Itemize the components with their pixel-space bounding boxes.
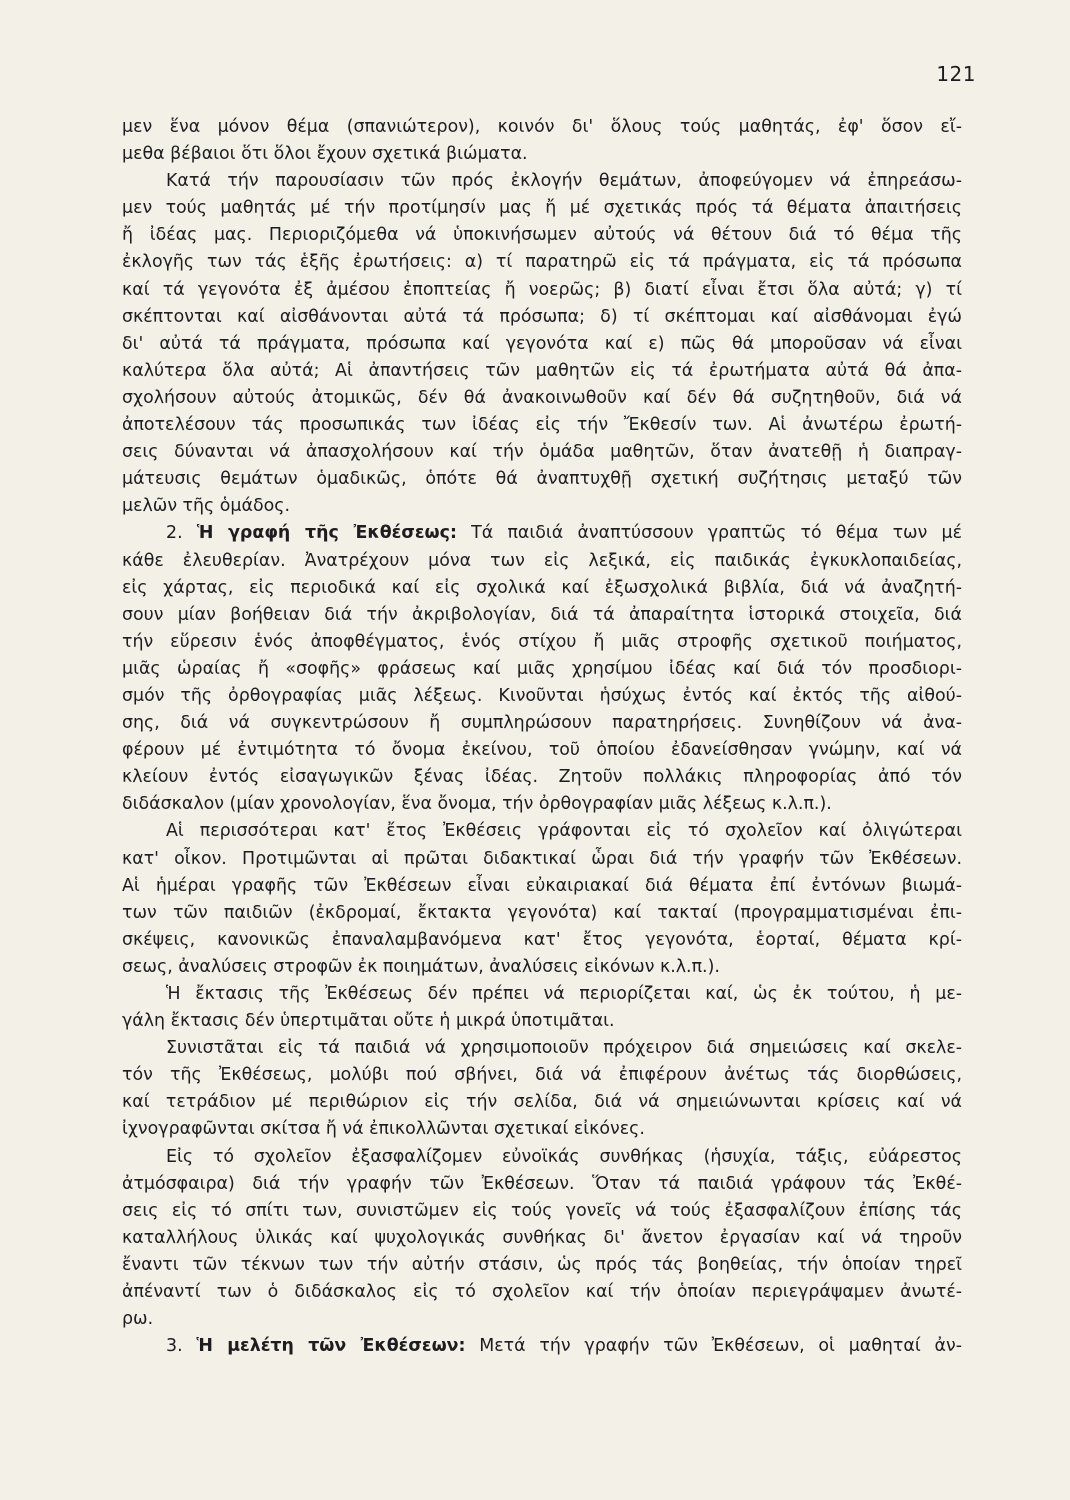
- text-line: [122, 791, 962, 818]
- paragraph: [122, 1144, 962, 1334]
- text-line: [122, 602, 962, 629]
- text-line: [122, 331, 962, 358]
- line-text: διδάσκαλον (μίαν χρονολογίαν, ἕνα ὄνομα, τήν ὀρθογραφίαν μιᾶς λέξεως κ.λ.π.).: [122, 794, 832, 815]
- line-text: σεως, ἀναλύσεις στροφῶν ἐκ ποιημάτων, ἀναλύσεις εἰκόνων κ.λ.π.).: [122, 956, 720, 977]
- paragraph: [122, 818, 962, 981]
- text-line: [122, 927, 962, 954]
- section-heading: Ἡ μελέτη τῶν Ἐκθέσεων:: [196, 1336, 466, 1357]
- text-line: [122, 439, 962, 466]
- text-line: [122, 493, 962, 520]
- line-text: σουν μίαν βοήθειαν διά τήν ἀκριβολογίαν, διά τά ἀπαραίτητα ἱστορικά στοιχεῖα, διά: [122, 604, 962, 625]
- paragraph: [122, 1333, 962, 1360]
- section-number: 2.: [166, 523, 197, 544]
- text-line: [122, 1171, 962, 1198]
- text-line: [122, 1035, 962, 1062]
- text-line: [122, 954, 962, 981]
- line-text: καταλλήλους ὑλικάς καί ψυχολογικάς συνθήκας δι' ἄνετον ἐργασίαν καί νά τηροῦν: [122, 1227, 962, 1248]
- text-line: [122, 1116, 962, 1143]
- line-text: τήν εὕρεσιν ἑνός ἀποφθέγματος, ἑνός στίχου ἤ μιᾶς στροφῆς σχετικοῦ ποιήματος,: [122, 631, 962, 652]
- text-line: [122, 1252, 962, 1279]
- line-text: σκέψεις, κανονικῶς ἐπαναλαμβανόμενα κατ' ἔτος γεγονότα, ἑορταί, θέματα κρί-: [122, 929, 962, 950]
- line-text: ἤ ἰδέας μας. Περιοριζόμεθα νά ὑποκινήσωμεν αὐτούς νά θέτουν διά τό θέμα τῆς: [122, 225, 962, 246]
- text-line: [122, 1225, 962, 1252]
- text-line: [122, 846, 962, 873]
- line-text: μελῶν τῆς ὁμάδος.: [122, 496, 290, 517]
- document-body: [122, 114, 962, 1360]
- line-text: φέρουν μέ ἐντιμότητα τό ὄνομα ἐκείνου, τοῦ ὁποίου ἐδανείσθησαν γνώμην, καί νά: [122, 740, 962, 761]
- line-text: κλείουν ἐντός εἰσαγωγικῶν ξένας ἰδέας. Ζητοῦν πολλάκις πληροφορίας ἀπό τόν: [122, 767, 962, 788]
- text-line: [122, 629, 962, 656]
- text-line: [122, 656, 962, 683]
- text-line: [122, 1306, 962, 1333]
- line-text: Αἱ περισσότεραι κατ' ἔτος Ἐκθέσεις γράφονται εἰς τό σχολεῖον καί ὀλιγώτεραι: [166, 821, 962, 842]
- text-line: [122, 141, 962, 168]
- line-text: ἀπέναντί των ὁ διδάσκαλος εἰς τό σχολεῖον καί τήν ὁποίαν περιεγράψαμεν ἀνωτέ-: [122, 1282, 962, 1303]
- text-line: [122, 520, 962, 547]
- text-line: [122, 873, 962, 900]
- text-line: [122, 1089, 962, 1116]
- line-text: ἀποτελέσουν τάς προσωπικάς των ἰδέας εἰς τήν Ἔκθεσίν των. Αἱ ἀνωτέρω ἐρωτή-: [122, 415, 962, 436]
- text-line: [122, 277, 962, 304]
- text-line: [122, 981, 962, 1008]
- text-line: [122, 412, 962, 439]
- line-text: Εἰς τό σχολεῖον ἐξασφαλίζομεν εὐνοϊκάς συνθήκας (ἡσυχία, τάξις, εὐάρεστος: [166, 1146, 962, 1167]
- text-line: [122, 1144, 962, 1171]
- text-line: [122, 764, 962, 791]
- text-line: [122, 710, 962, 737]
- line-text: σχολήσουν αὐτούς ἀτομικῶς, δέν θά ἀνακοινωθοῦν καί δέν θά συζητηθοῦν, διά νά: [122, 387, 962, 408]
- paragraph: [122, 981, 962, 1035]
- text-line: [122, 195, 962, 222]
- text-line: [122, 575, 962, 602]
- line-text: κατ' οἶκον. Προτιμῶνται αἱ πρῶται διδακτικαί ὧραι διά τήν γραφήν τῶν Ἐκθέσεων.: [122, 848, 962, 869]
- line-text: Τά παιδιά ἀναπτύσσουν γραπτῶς τό θέμα των μέ: [456, 523, 962, 544]
- line-text: μεν ἕνα μόνον θέμα (σπανιώτερον), κοινόν δι' ὅλους τούς μαθητάς, ἐφ' ὅσον εἴ-: [122, 117, 962, 137]
- line-text: μεθα βέβαιοι ὅτι ὅλοι ἔχουν σχετικά βιώματα.: [122, 144, 528, 165]
- line-text: ἀτμόσφαιρα) διά τήν γραφήν τῶν Ἐκθέσεων. Ὅταν τά παιδιά γράφουν τάς Ἐκθέ-: [122, 1173, 962, 1194]
- text-line: [122, 1198, 962, 1225]
- text-line: [122, 385, 962, 412]
- line-text: σμόν τῆς ὀρθογραφίας μιᾶς λέξεως. Κινοῦνται ἡσύχως ἐντός καί ἐκτός τῆς αἰθού-: [122, 685, 962, 706]
- line-text: σης, διά νά συγκεντρώσουν ἤ συμπληρώσουν παρατηρήσεις. Συνηθίζουν νά ἀνα-: [122, 713, 962, 734]
- line-text: μάτευσις θεμάτων ὁμαδικῶς, ὁπότε θά ἀναπτυχθῇ σχετική συζήτησις μεταξύ τῶν: [122, 469, 962, 490]
- text-line: [122, 168, 962, 195]
- line-text: Συνιστᾶται εἰς τά παιδιά νά χρησιμοποιοῦν πρόχειρον διά σημειώσεις καί σκελε-: [166, 1038, 962, 1059]
- line-text: σεις δύνανται νά ἀπασχολήσουν καί τήν ὁμάδα μαθητῶν, ὅταν ἀνατεθῇ ἡ διαπραγ-: [122, 442, 962, 463]
- line-text: μιᾶς ὡραίας ἤ «σοφῆς» φράσεως καί μιᾶς χρησίμου ἰδέας καί διά τόν προσδιορι-: [122, 658, 962, 679]
- text-line: [122, 1008, 962, 1035]
- line-text: καί τά γεγονότα ἐξ ἀμέσου ἐποπτείας ἤ νοερῶς; β) διατί εἶναι ἔτσι ὅλα αὐτά; γ) τί: [122, 279, 962, 300]
- line-text: κάθε ἐλευθερίαν. Ἀνατρέχουν μόνα των εἰς λεξικά, εἰς παιδικάς ἐγκυκλοπαιδείας,: [122, 550, 962, 571]
- text-line: [122, 114, 962, 141]
- text-line: [122, 1279, 962, 1306]
- section-heading: Ἡ γραφή τῆς Ἐκθέσεως:: [196, 523, 457, 544]
- line-text: μεν τούς μαθητάς μέ τήν προτίμησίν μας ἤ μέ σχετικάς πρός τά θέματα ἀπαιτήσεις: [122, 198, 962, 219]
- line-text: δι' αὐτά τά πράγματα, πρόσωπα καί γεγονότα καί ε) πῶς θά μποροῦσαν νά εἶναι: [122, 333, 962, 354]
- page-number: 121: [936, 62, 976, 86]
- text-line: [122, 818, 962, 845]
- line-text: τόν τῆς Ἐκθέσεως, μολύβι πού σβήνει, διά νά ἐπιφέρουν ἀνέτως τάς διορθώσεις,: [122, 1065, 962, 1086]
- line-text: καί τετράδιον μέ περιθώριον εἰς τήν σελίδα, διά νά σημειώνωνται κρίσεις καί νά: [122, 1092, 962, 1113]
- line-text: σκέπτονται καί αἰσθάνονται αὐτά τά πρόσωπα; δ) τί σκέπτομαι καί αἰσθάνομαι ἐγώ: [122, 306, 962, 327]
- text-line: [122, 358, 962, 385]
- line-text: Ἡ ἔκτασις τῆς Ἐκθέσεως δέν πρέπει νά περιορίζεται καί, ὡς ἐκ τούτου, ἡ με-: [166, 984, 962, 1004]
- line-text: Κατά τήν παρουσίασιν τῶν πρός ἐκλογήν θεμάτων, ἀποφεύγομεν νά ἐπηρεάσω-: [166, 171, 962, 192]
- line-text: εἰς χάρτας, εἰς περιοδικά καί εἰς σχολικά καί ἐξωσχολικά βιβλία, διά νά ἀναζητή-: [122, 577, 962, 598]
- line-text: σεις εἰς τό σπίτι των, συνιστῶμεν εἰς τούς γονεῖς νά τούς ἐξασφαλίζουν ἐπίσης τάς: [122, 1200, 962, 1221]
- line-text: ἰχνογραφῶνται σκίτσα ἤ νά ἐπικολλῶνται σχετικαί εἰκόνες.: [122, 1119, 645, 1140]
- text-line: [122, 222, 962, 249]
- text-line: [122, 1333, 962, 1360]
- text-line: [122, 249, 962, 276]
- line-text: ρω.: [122, 1309, 154, 1330]
- text-line: [122, 900, 962, 927]
- text-line: [122, 548, 962, 575]
- text-line: [122, 304, 962, 331]
- line-text: Αἱ ἡμέραι γραφῆς τῶν Ἐκθέσεων εἶναι εὐκαιριακαί διά θέματα ἐπί ἐντόνων βιωμά-: [122, 875, 962, 896]
- paragraph: [122, 114, 962, 168]
- text-line: [122, 466, 962, 493]
- paragraph: [122, 1035, 962, 1143]
- line-text: καλύτερα ὅλα αὐτά; Αἱ ἀπαντήσεις τῶν μαθητῶν εἰς τά ἐρωτήματα αὐτά θά ἀπα-: [122, 360, 962, 381]
- line-text: Μετά τήν γραφήν τῶν Ἐκθέσεων, οἱ μαθηταί ἀν-: [465, 1336, 962, 1357]
- section-number: 3.: [166, 1336, 197, 1357]
- text-line: [122, 1062, 962, 1089]
- text-line: [122, 737, 962, 764]
- paragraph: [122, 168, 962, 520]
- text-line: [122, 683, 962, 710]
- line-text: ἐκλογῆς των τάς ἑξῆς ἐρωτήσεις: α) τί παρατηρῶ εἰς τά πράγματα, εἰς τά πρόσωπα: [122, 252, 962, 273]
- line-text: γάλη ἔκτασις δέν ὑπερτιμᾶται οὔτε ἡ μικρά ὑποτιμᾶται.: [122, 1011, 615, 1032]
- line-text: ἔναντι τῶν τέκνων των τήν αὐτήν στάσιν, ὡς πρός τάς βοηθείας, τήν ὁποίαν τηρεῖ: [122, 1254, 962, 1275]
- line-text: των τῶν παιδιῶν (ἐκδρομαί, ἔκτακτα γεγονότα) καί τακταί (προγραμματισμέναι ἐπι-: [122, 902, 962, 923]
- paragraph: [122, 520, 962, 818]
